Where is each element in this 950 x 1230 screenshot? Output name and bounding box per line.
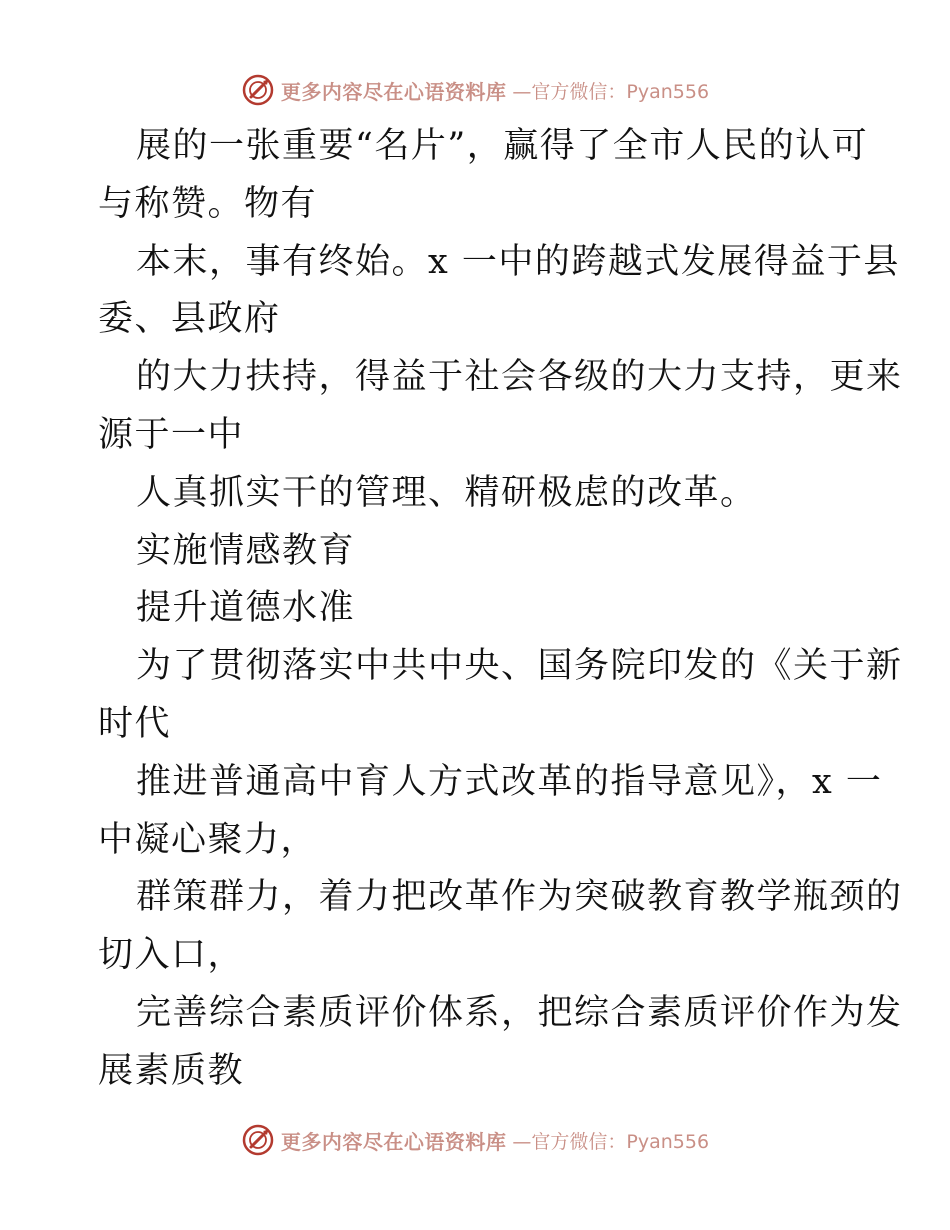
text-line: 群策群力，着力把改革作为突破教育教学瓶颈的 xyxy=(136,877,903,918)
text-line: 展素质教 xyxy=(98,1050,245,1091)
text-line: 与称赞。物有 xyxy=(98,183,318,224)
header-banner xyxy=(0,72,950,108)
logo-icon xyxy=(241,73,275,107)
footer-banner-title: 更多内容尽在心语资料库 xyxy=(280,1129,507,1154)
text-line: 的大力扶持，得益于社会各级的大力支持，更来 xyxy=(136,357,903,398)
header-banner-title: 更多内容尽在心语资料库 xyxy=(280,79,507,104)
text-line: 委、县政府 xyxy=(98,299,281,340)
footer-banner xyxy=(0,1122,950,1158)
footer-banner-wechat: —官方微信：Pyan556 xyxy=(512,1130,710,1153)
text-line: 时代 xyxy=(98,703,172,744)
text-line: 人真抓实干的管理、精研极虑的改革。 xyxy=(136,472,757,513)
text-line: 本末，事有终始。x 一中的跨越式发展得益于县 xyxy=(136,241,900,282)
text-line: 为了贯彻落实中共中央、国务院印发的《关于新 xyxy=(136,646,903,687)
text-line: 展的一张重要“名片”，赢得了全市人民的认可 xyxy=(136,126,869,166)
logo-icon xyxy=(241,1123,275,1157)
body-text xyxy=(98,118,903,1101)
text-line: 源于一中 xyxy=(98,414,245,455)
text-line: 完善综合素质评价体系，把综合素质评价作为发 xyxy=(136,992,903,1033)
section-heading: 实施情感教育 xyxy=(136,530,356,571)
text-line: 切入口， xyxy=(98,935,245,976)
header-banner-wechat: —官方微信：Pyan556 xyxy=(512,80,710,103)
text-line: 推进普通高中育人方式改革的指导意见》，x 一 xyxy=(136,761,883,802)
text-line: 中凝心聚力， xyxy=(98,819,318,860)
section-heading: 提升道德水准 xyxy=(136,588,356,629)
